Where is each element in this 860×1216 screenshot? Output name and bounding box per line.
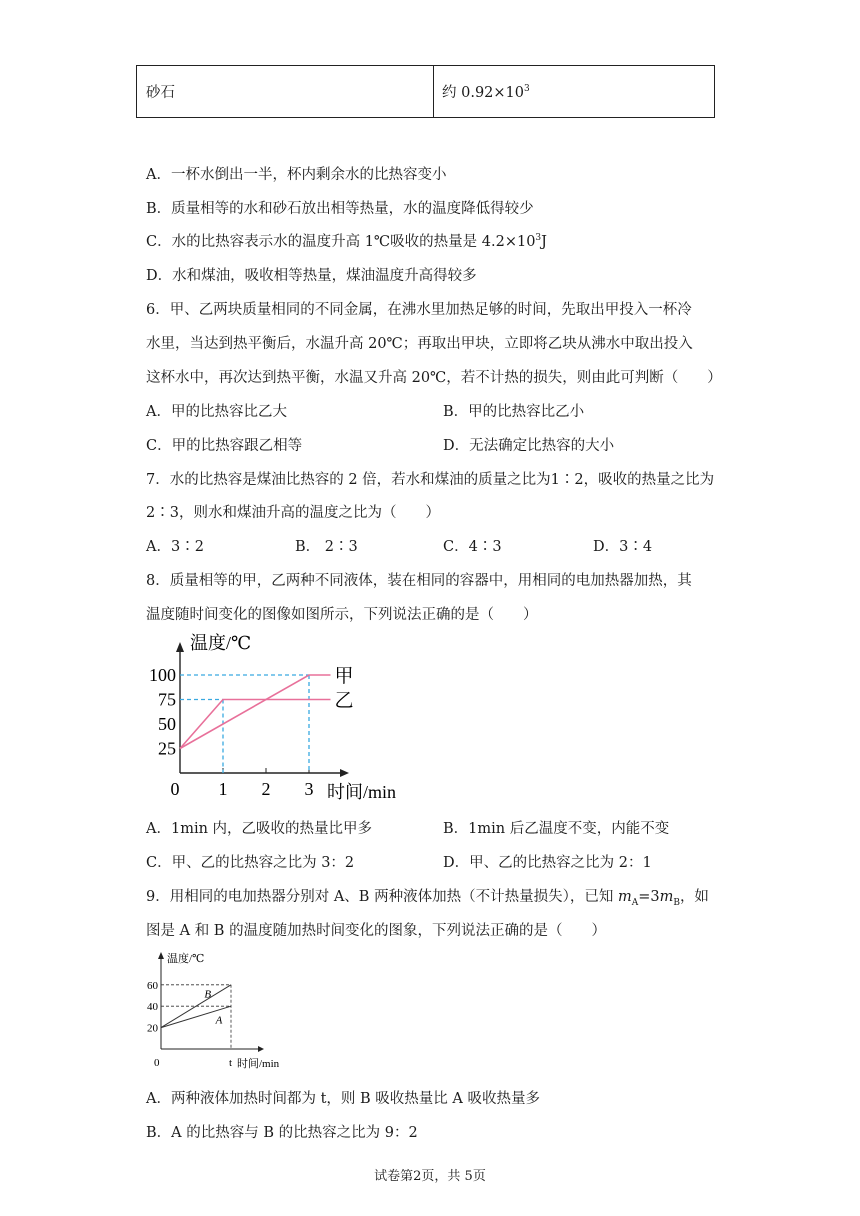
q9-mass-symbol-a: m [617,889,632,905]
q9-stem-line2: 图是 A 和 B 的温度随加热时间变化的图象，下列说法正确的是（ ） [146,923,607,939]
y-axis-arrow [158,952,164,959]
y-tick-label: 40 [147,1001,158,1014]
q6-option-b: B．甲的比热容比乙小 [443,404,585,420]
q6-stem-line1: 6．甲、乙两块质量相同的不同金属，在沸水里加热足够的时间，先取出甲投入一杯冷 [146,302,692,318]
y-tick-label: 50 [158,714,176,734]
q5-c-exponent: 3 [535,233,542,244]
q8-temperature-chart [140,628,410,806]
y-tick-label: 75 [158,689,176,710]
y-axis-arrow [176,642,184,652]
q6-stem-line3: 这杯水中，再次达到热平衡，水温又升高 20℃，若不计热的损失，则由此可判断（ ） [146,370,722,386]
q8-option-c: C．甲、乙的比热容之比为 3：2 [146,855,355,871]
series-line-yi [180,700,331,749]
q7-stem-line1: 7．水的比热容是煤油比热容的 2 倍，若水和煤油的质量之比为1∶2，吸收的热量之比为 [146,472,715,488]
value-text [442,81,530,102]
q5-option-c [146,230,547,251]
x-axis-arrow [258,1046,264,1052]
q9-sub-b: B [673,897,680,908]
q6-option-d: D．无法确定比热容的大小 [443,438,615,454]
q8-option-d: D．甲、乙的比热容之比为 2：1 [443,855,652,871]
series-label: A [215,1014,223,1027]
q7-option-a: A．3∶2 [146,539,204,555]
x-axis-label: 时间/min [327,782,397,802]
value-exponent: 3 [524,84,530,95]
q9-mass-symbol-b: m [659,889,674,905]
y-tick-label: 25 [158,738,176,759]
series-label: B [204,988,212,1001]
y-tick-label: 60 [147,979,158,992]
q9-l1-post: ，如 [679,889,709,905]
x-tick-label: 2 [261,779,271,799]
q9-l1-pre: 9．用相同的电加热器分别对 A、B 两种液体加热（不计热量损失），已知 [146,889,618,905]
q9-option-b: B．A 的比热容与 B 的比热容之比为 9：2 [146,1125,418,1141]
q8-stem-line2: 温度随时间变化的图像如图所示，下列说法正确的是（ ） [146,607,538,623]
x-tick-label: 0 [170,779,180,799]
q8-stem-line1: 8．质量相等的甲，乙两种不同液体，装在相同的容器中，用相同的电加热器加热，其 [146,573,692,589]
table-cell-value [434,66,714,117]
x-tick-label: 3 [304,779,314,799]
y-axis-label: 温度/℃ [167,953,205,965]
series-label: 甲 [334,666,354,687]
q9-sub-a: A [631,897,639,908]
q7-option-c: C．4∶3 [443,539,502,555]
q6-option-a: A．甲的比热容比乙大 [146,404,287,420]
table-cell-material [137,66,434,117]
q5-option-a: A．一杯水倒出一半，杯内剩余水的比热容变小 [146,167,447,183]
q6-option-c: C．甲的比热容跟乙相等 [146,438,303,454]
q5-option-b: B．质量相等的水和砂石放出相等热量，水的温度降低得较少 [146,201,534,217]
q6-stem-line2: 水里，当达到热平衡后，水温升高 20℃；再取出甲块，立即将乙块从沸水中取出投入 [146,336,693,352]
y-tick-label: 20 [147,1022,158,1035]
q7-stem-line2: 2∶3，则水和煤油升高的温度之比为（ ） [146,505,440,521]
q5-c-text: C．水的比热容表示水的温度升高 1℃吸收的热量是 4.2×10 [146,234,536,250]
q7-option-b: B． 2∶3 [295,539,358,555]
y-axis-label: 温度/℃ [190,633,252,653]
value-prefix: 约 0.92×10 [442,85,524,101]
x-tick-label: 0 [154,1057,160,1069]
y-tick-label: 100 [149,665,176,685]
q5-c-unit: J [541,234,547,250]
page-footer: 试卷第2页，共 5页 [374,1169,486,1184]
x-axis-arrow [340,769,349,777]
series-line-jia [180,675,331,749]
q9-stem-line1 [146,885,709,908]
q9-l1-mid: =3 [638,889,660,905]
x-tick-label: t [229,1057,233,1069]
q9-temperature-chart [140,948,300,1072]
q8-option-a: A．1min 内，乙吸收的热量比甲多 [146,821,373,837]
series-label: 乙 [334,690,354,712]
q5-option-d: D．水和煤油，吸收相等热量，煤油温度升高得较多 [146,268,477,284]
x-axis-label: 时间/min [237,1058,280,1070]
q7-option-d: D．3∶4 [593,539,653,555]
x-tick-label: 1 [218,779,228,799]
specific-heat-table [136,65,715,118]
material-text: 砂石 [146,85,175,101]
q9-option-a: A．两种液体加热时间都为 t，则 B 吸收热量比 A 吸收热量多 [146,1091,540,1107]
q8-option-b: B．1min 后乙温度不变，内能不变 [443,821,670,837]
